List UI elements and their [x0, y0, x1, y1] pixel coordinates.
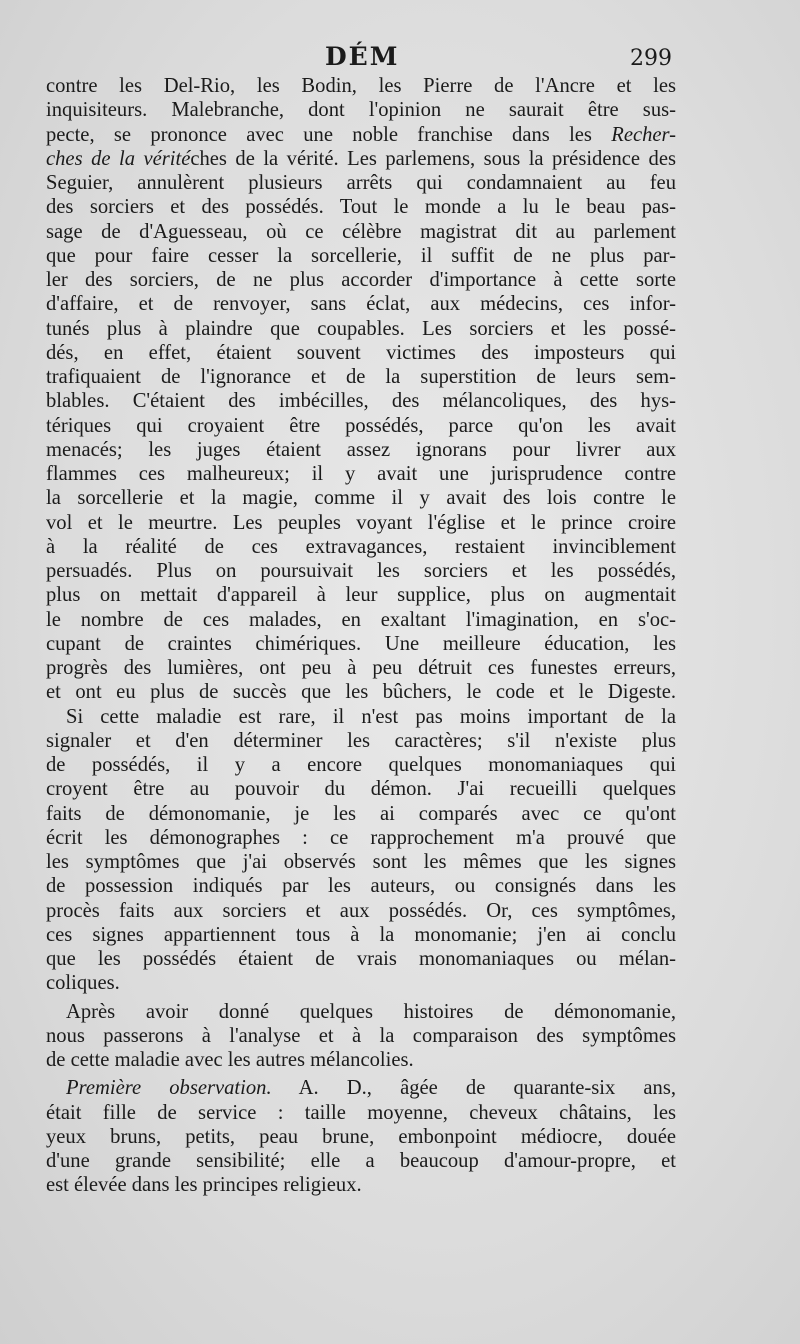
running-head-title: DÉM: [325, 42, 400, 71]
text-line: le nombre de ces malades, en exaltant l'imagination, en s'oc-: [46, 608, 676, 631]
text-line: procès faits aux sorciers et aux possédés. Or, ces symptômes,: [46, 899, 676, 922]
text-line: croyent être au pouvoir du démon. J'ai recueilli quelques: [46, 778, 676, 801]
text-line: de possédés, il y a encore quelques monomaniaques qui: [46, 754, 676, 776]
text-line: écrit les démonographes : ce rapprochement m'a prouvé que: [46, 826, 676, 849]
text-line: Seguier, annulèrent plusieurs arrêts qui condamnaient au feu: [46, 172, 676, 194]
text-line: [46, 1076, 676, 1100]
text-line: contre les Del-Rio, les Bodin, les Pierre de l'Ancre et les: [46, 75, 676, 97]
text-line: [46, 147, 676, 171]
text-line: plus on mettait d'appareil à leur supplice, plus on augmentait: [46, 584, 676, 607]
text-line: à la réalité de ces extravagances, restaient invinciblement: [46, 535, 676, 558]
text-line: que pour faire cesser la sorcellerie, il suffit de ne plus par-: [46, 244, 676, 267]
observation-heading: Première observation.: [66, 1077, 272, 1100]
text-segment: A. D., âgée de quarante-six ans,: [271, 1077, 676, 1100]
text-line: menacés; les juges étaient assez ignorans pour livrer aux: [46, 438, 676, 461]
text-line: flammes ces malheureux; il y avait une jurisprudence contre: [46, 463, 676, 485]
text-line: est élevée dans les principes religieux.: [46, 1174, 362, 1197]
text-segment: pecte, se prononce avec une noble franchise dans les: [46, 123, 612, 146]
text-line: tunés plus à plaindre que coupables. Les sorciers et les possé-: [46, 317, 676, 340]
paragraph-3: [46, 1000, 676, 1073]
text-line: [46, 123, 676, 147]
text-line: inquisiteurs. Malebranche, dont l'opinion ne saurait être sus-: [46, 99, 676, 122]
running-head: [0, 42, 800, 72]
text-line: cupant de craintes chimériques. Une meilleure éducation, les: [46, 632, 676, 655]
text-line: blables. C'étaient des imbécilles, des mélancoliques, des hys-: [46, 390, 676, 413]
text-line: les symptômes que j'ai observés sont les mêmes que les signes: [46, 851, 676, 873]
text-line: faits de démonomanie, je les ai comparés avec ce qu'ont: [46, 802, 676, 825]
paragraph-4: [46, 1076, 676, 1197]
italic-title-part-1: Recher-: [611, 123, 676, 146]
text-line: sage de d'Aguesseau, où ce célèbre magistrat dit au parlement: [46, 220, 676, 243]
paragraph-1: [46, 74, 676, 705]
text-line: trafiquaient de l'ignorance et de la superstition de leurs sem-: [46, 366, 676, 388]
text-line: d'une grande sensibilité; elle a beaucoup d'amour-propre, et: [46, 1150, 676, 1172]
text-line: de cette maladie avec les autres mélancolies.: [46, 1049, 414, 1071]
page-number: 299: [630, 46, 672, 71]
text-line: la sorcellerie et la magie, comme il y avait des lois contre le: [46, 487, 676, 510]
text-line: Si cette maladie est rare, il n'est pas moins important de la: [66, 705, 676, 728]
text-line: coliques.: [46, 972, 120, 995]
paragraph-2: [46, 705, 676, 996]
text-line: des sorciers et des possédés. Tout le monde a lu le beau pas-: [46, 196, 676, 219]
text-line: Après avoir donné quelques histoires de démonomanie,: [66, 1000, 676, 1023]
text-line: tériques qui croyaient être possédés, parce qu'on les avait: [46, 414, 676, 437]
text-line: et ont eu plus de succès que les bûchers, le code et le Digeste.: [46, 681, 676, 704]
text-line: nous passerons à l'analyse et à la comparaison des symptômes: [46, 1024, 676, 1047]
text-line: signaler et d'en déterminer les caractères; s'il n'existe plus: [46, 729, 676, 752]
text-line: yeux bruns, petits, peau brune, embonpoint médiocre, douée: [46, 1125, 676, 1148]
italic-title-part-2: ches de la vérité: [46, 147, 191, 170]
text-line: de possession indiqués par les auteurs, ou consignés dans les: [46, 875, 676, 898]
text-line: persuadés. Plus on poursuivait les sorciers et les possédés,: [46, 560, 676, 582]
body-text: [46, 74, 676, 1198]
text-line: ces signes appartiennent tous à la monomanie; j'en ai conclu: [46, 923, 676, 946]
text-line: dés, en effet, étaient souvent victimes des imposteurs qui: [46, 341, 676, 364]
text-line: ler des sorciers, de ne plus accorder d'importance à cette sorte: [46, 269, 676, 291]
text-segment: ches de la vérité. Les parlemens, sous la présidence des: [190, 147, 676, 170]
text-line: progrès des lumières, ont peu à peu détruit ces funestes erreurs,: [46, 657, 676, 679]
text-line: que les possédés étaient de vrais monomaniaques ou mélan-: [46, 948, 676, 970]
text-line: d'affaire, et de renvoyer, sans éclat, aux médecins, ces infor-: [46, 293, 676, 316]
text-line: vol et le meurtre. Les peuples voyant l'église et le prince croire: [46, 511, 676, 534]
text-line: était fille de service : taille moyenne, cheveux châtains, les: [46, 1101, 676, 1124]
